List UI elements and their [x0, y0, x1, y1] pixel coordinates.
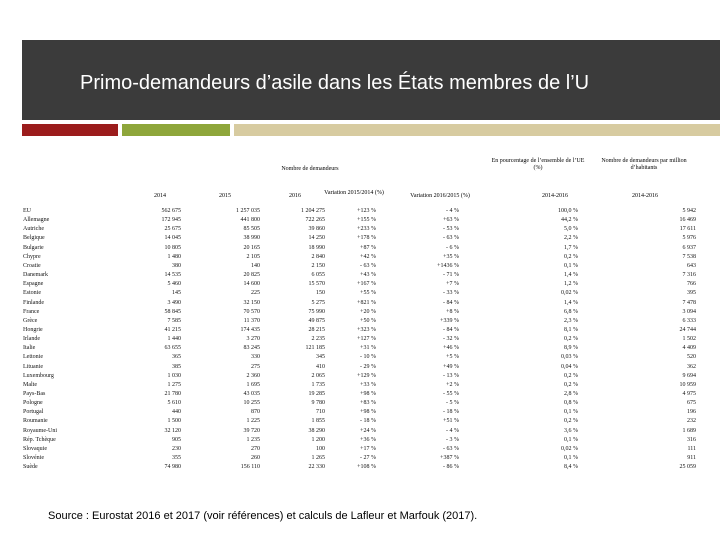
row-cell-y2015: 330	[251, 354, 260, 360]
row-cell-y2016: 150	[316, 290, 325, 296]
row-cell-share: 2,2 %	[564, 235, 578, 241]
row-cell-var1615: +51 %	[443, 418, 459, 424]
row-cell-permillion: 362	[687, 364, 696, 370]
row-country: Royaume-Uni	[23, 428, 57, 434]
row-cell-var1615: +63 %	[443, 217, 459, 223]
row-cell-var1615: - 3 %	[446, 437, 459, 443]
row-cell-y2015: 11 370	[243, 318, 260, 324]
row-cell-var1615: - 63 %	[443, 235, 459, 241]
row-cell-y2015: 39 720	[243, 428, 260, 434]
row-cell-var1514: +42 %	[360, 254, 376, 260]
row-cell-y2016: 710	[316, 409, 325, 415]
row-cell-y2016: 1 200	[311, 437, 325, 443]
row-cell-permillion: 5 942	[682, 208, 696, 214]
header-group-per-million: Nombre de demandeurs par million d’habitants	[601, 158, 687, 171]
row-cell-var1615: - 53 %	[443, 226, 459, 232]
row-cell-share: 8,1 %	[564, 327, 578, 333]
header-var-2015-2014: Variation 2015/2014 (%)	[324, 190, 384, 196]
row-cell-permillion: 16 469	[679, 217, 696, 223]
row-cell-y2014: 1 440	[167, 336, 181, 342]
row-cell-y2015: 83 245	[243, 345, 260, 351]
row-cell-y2015: 2 105	[246, 254, 260, 260]
row-cell-share: 8,9 %	[564, 345, 578, 351]
row-cell-y2015: 260	[251, 455, 260, 461]
row-cell-share: 0,1 %	[564, 263, 578, 269]
row-cell-y2015: 140	[251, 263, 260, 269]
row-cell-permillion: 395	[687, 290, 696, 296]
row-cell-share: 0,1 %	[564, 409, 578, 415]
source-note: Source : Eurostat 2016 et 2017 (voir références) et calculs de Lafleur et Marfouk (2017).	[48, 510, 478, 522]
row-cell-share: 0,8 %	[564, 400, 578, 406]
row-cell-var1514: +98 %	[360, 409, 376, 415]
row-cell-var1615: +1436 %	[437, 263, 459, 269]
row-cell-y2015: 1 235	[246, 437, 260, 443]
row-cell-y2016: 15 570	[308, 281, 325, 287]
row-cell-permillion: 9 694	[682, 373, 696, 379]
row-cell-var1615: +387 %	[440, 455, 459, 461]
row-cell-y2014: 74 980	[164, 464, 181, 470]
row-cell-var1514: +24 %	[360, 428, 376, 434]
row-cell-permillion: 111	[687, 446, 696, 452]
row-cell-y2014: 562 675	[161, 208, 181, 214]
row-cell-var1615: +8 %	[446, 309, 459, 315]
row-cell-y2014: 355	[172, 455, 181, 461]
row-cell-permillion: 6 937	[682, 245, 696, 251]
row-cell-y2016: 18 990	[308, 245, 325, 251]
row-cell-share: 0,2 %	[564, 254, 578, 260]
row-country: Allemagne	[23, 217, 50, 223]
row-cell-permillion: 4 975	[682, 391, 696, 397]
row-cell-y2015: 174 435	[240, 327, 260, 333]
row-cell-share: 44,2 %	[561, 217, 578, 223]
row-cell-y2015: 1 695	[246, 382, 260, 388]
row-cell-var1514: +33 %	[360, 382, 376, 388]
row-cell-y2015: 70 570	[243, 309, 260, 315]
row-cell-permillion: 196	[687, 409, 696, 415]
row-cell-y2014: 5 460	[167, 281, 181, 287]
row-cell-y2015: 1 257 035	[236, 208, 260, 214]
row-cell-var1615: +7 %	[446, 281, 459, 287]
row-cell-y2014: 1 500	[167, 418, 181, 424]
row-cell-var1615: - 32 %	[443, 336, 459, 342]
header-group-applicants: Nombre de demandeurs	[281, 166, 339, 172]
row-cell-var1615: - 63 %	[443, 446, 459, 452]
row-cell-var1615: - 71 %	[443, 272, 459, 278]
row-cell-y2016: 49 875	[308, 318, 325, 324]
row-cell-var1615: - 55 %	[443, 391, 459, 397]
row-cell-y2016: 2 150	[311, 263, 325, 269]
row-cell-permillion: 766	[687, 281, 696, 287]
row-cell-permillion: 675	[687, 400, 696, 406]
row-cell-y2014: 10 805	[164, 245, 181, 251]
row-cell-permillion: 17 611	[679, 226, 696, 232]
row-cell-permillion: 7 316	[682, 272, 696, 278]
row-cell-permillion: 232	[687, 418, 696, 424]
row-cell-share: 0,03 %	[561, 354, 578, 360]
header-2014: 2014	[154, 193, 166, 199]
row-cell-y2016: 75 990	[308, 309, 325, 315]
row-cell-y2014: 230	[172, 446, 181, 452]
row-country: Italie	[23, 345, 36, 351]
row-cell-var1514: - 27 %	[360, 455, 376, 461]
row-country: EU	[23, 208, 31, 214]
row-cell-var1514: +98 %	[360, 391, 376, 397]
row-country: Autriche	[23, 226, 44, 232]
row-cell-y2014: 145	[172, 290, 181, 296]
row-cell-y2014: 5 610	[167, 400, 181, 406]
row-cell-y2015: 441 800	[240, 217, 260, 223]
row-cell-share: 1,4 %	[564, 300, 578, 306]
row-cell-var1514: +50 %	[360, 318, 376, 324]
row-country: Hongrie	[23, 327, 43, 333]
row-cell-share: 0,1 %	[564, 455, 578, 461]
row-cell-y2016: 410	[316, 364, 325, 370]
row-cell-var1615: - 84 %	[443, 327, 459, 333]
row-cell-y2016: 6 055	[311, 272, 325, 278]
row-cell-var1615: - 33 %	[443, 290, 459, 296]
row-cell-share: 0,1 %	[564, 437, 578, 443]
row-cell-var1514: +821 %	[357, 300, 376, 306]
row-cell-y2016: 121 185	[305, 345, 325, 351]
row-country: Finlande	[23, 300, 44, 306]
row-cell-y2016: 2 065	[311, 373, 325, 379]
row-cell-y2014: 380	[172, 263, 181, 269]
row-cell-permillion: 24 744	[679, 327, 696, 333]
row-country: Roumanie	[23, 418, 48, 424]
row-cell-y2016: 19 285	[308, 391, 325, 397]
row-country: Rép. Tchèque	[23, 437, 56, 443]
row-cell-y2016: 5 275	[311, 300, 325, 306]
row-cell-share: 100,0 %	[558, 208, 578, 214]
row-cell-var1615: - 4 %	[446, 428, 459, 434]
row-country: Estonie	[23, 290, 41, 296]
row-cell-var1615: +49 %	[443, 364, 459, 370]
row-country: Belgique	[23, 235, 45, 241]
row-cell-share: 6,8 %	[564, 309, 578, 315]
row-cell-var1514: +31 %	[360, 345, 376, 351]
row-cell-var1514: +167 %	[357, 281, 376, 287]
row-cell-y2015: 270	[251, 446, 260, 452]
row-cell-y2015: 32 150	[243, 300, 260, 306]
row-cell-y2016: 1 204 275	[301, 208, 325, 214]
row-cell-y2015: 20 825	[243, 272, 260, 278]
row-country: Pologne	[23, 400, 43, 406]
row-cell-var1615: - 13 %	[443, 373, 459, 379]
header-var-2016-2015: Variation 2016/2015 (%)	[410, 193, 470, 199]
row-cell-var1514: +233 %	[357, 226, 376, 232]
row-cell-y2016: 14 250	[308, 235, 325, 241]
row-cell-y2014: 1 275	[167, 382, 181, 388]
row-cell-permillion: 520	[687, 354, 696, 360]
row-cell-y2014: 365	[172, 354, 181, 360]
row-cell-permillion: 643	[687, 263, 696, 269]
row-cell-y2014: 21 780	[164, 391, 181, 397]
row-cell-y2015: 85 505	[243, 226, 260, 232]
row-country: Espagne	[23, 281, 44, 287]
row-cell-y2014: 1 480	[167, 254, 181, 260]
row-cell-var1615: +2 %	[446, 382, 459, 388]
header-permillion-period: 2014-2016	[632, 193, 658, 199]
row-cell-share: 5,0 %	[564, 226, 578, 232]
row-cell-share: 0,04 %	[561, 364, 578, 370]
row-cell-var1615: - 18 %	[443, 409, 459, 415]
row-cell-permillion: 25 059	[679, 464, 696, 470]
row-cell-var1514: +129 %	[357, 373, 376, 379]
row-cell-var1514: +123 %	[357, 208, 376, 214]
row-cell-y2014: 3 490	[167, 300, 181, 306]
row-cell-share: 3,6 %	[564, 428, 578, 434]
row-cell-y2015: 14 600	[243, 281, 260, 287]
row-cell-y2016: 1 735	[311, 382, 325, 388]
row-cell-var1514: +323 %	[357, 327, 376, 333]
row-cell-var1514: +127 %	[357, 336, 376, 342]
row-cell-var1514: +17 %	[360, 446, 376, 452]
row-cell-permillion: 3 094	[682, 309, 696, 315]
row-cell-permillion: 5 976	[682, 235, 696, 241]
row-country: Slovénie	[23, 455, 44, 461]
row-cell-var1615: - 86 %	[443, 464, 459, 470]
row-cell-var1514: +178 %	[357, 235, 376, 241]
row-cell-share: 0,02 %	[561, 446, 578, 452]
row-cell-y2016: 22 330	[308, 464, 325, 470]
row-cell-var1514: +36 %	[360, 437, 376, 443]
row-cell-var1514: +87 %	[360, 245, 376, 251]
row-cell-share: 2,8 %	[564, 391, 578, 397]
row-cell-var1615: +5 %	[446, 354, 459, 360]
row-cell-var1615: - 6 %	[446, 245, 459, 251]
row-cell-y2015: 156 110	[240, 464, 260, 470]
row-cell-y2014: 32 120	[164, 428, 181, 434]
row-cell-y2014: 25 675	[164, 226, 181, 232]
row-country: Malte	[23, 382, 37, 388]
row-cell-share: 1,2 %	[564, 281, 578, 287]
row-cell-var1514: +108 %	[357, 464, 376, 470]
row-cell-share: 2,3 %	[564, 318, 578, 324]
row-cell-y2016: 1 855	[311, 418, 325, 424]
header-2015: 2015	[219, 193, 231, 199]
row-cell-share: 8,4 %	[564, 464, 578, 470]
row-cell-share: 0,2 %	[564, 336, 578, 342]
slide-title: Primo-demandeurs d’asile dans les États membres de l’U	[80, 72, 590, 94]
row-cell-var1615: +35 %	[443, 254, 459, 260]
row-cell-y2014: 7 585	[167, 318, 181, 324]
row-cell-y2014: 14 535	[164, 272, 181, 278]
row-cell-y2014: 440	[172, 409, 181, 415]
row-cell-share: 1,4 %	[564, 272, 578, 278]
row-country: Bulgarie	[23, 245, 44, 251]
row-country: Chypre	[23, 254, 41, 260]
row-cell-y2015: 225	[251, 290, 260, 296]
row-cell-y2015: 275	[251, 364, 260, 370]
row-cell-y2014: 385	[172, 364, 181, 370]
row-cell-var1615: - 84 %	[443, 300, 459, 306]
row-cell-permillion: 316	[687, 437, 696, 443]
row-cell-permillion: 1 502	[682, 336, 696, 342]
row-cell-y2014: 63 655	[164, 345, 181, 351]
row-cell-y2015: 870	[251, 409, 260, 415]
row-cell-y2016: 1 265	[311, 455, 325, 461]
row-cell-var1615: +46 %	[443, 345, 459, 351]
row-cell-permillion: 1 689	[682, 428, 696, 434]
row-cell-y2014: 58 845	[164, 309, 181, 315]
header-group-share: En pourcentage de l’ensemble de l’UE (%)	[491, 158, 585, 171]
row-cell-share: 0,2 %	[564, 418, 578, 424]
row-cell-y2015: 1 225	[246, 418, 260, 424]
row-cell-var1514: - 10 %	[360, 354, 376, 360]
row-cell-y2016: 39 860	[308, 226, 325, 232]
row-cell-y2016: 28 215	[308, 327, 325, 333]
row-cell-share: 1,7 %	[564, 245, 578, 251]
row-cell-permillion: 10 959	[679, 382, 696, 388]
header-share-period: 2014-2016	[542, 193, 568, 199]
row-cell-share: 0,2 %	[564, 373, 578, 379]
row-country: Danemark	[23, 272, 48, 278]
row-cell-y2015: 43 035	[243, 391, 260, 397]
row-country: Luxembourg	[23, 373, 54, 379]
row-country: Lettonie	[23, 354, 43, 360]
row-country: Lituanie	[23, 364, 43, 370]
row-country: Suède	[23, 464, 38, 470]
row-cell-var1514: +55 %	[360, 290, 376, 296]
row-cell-permillion: 7 538	[682, 254, 696, 260]
row-cell-y2016: 2 235	[311, 336, 325, 342]
row-cell-var1514: - 29 %	[360, 364, 376, 370]
row-country: Irlande	[23, 336, 40, 342]
row-cell-var1615: +339 %	[440, 318, 459, 324]
row-cell-var1514: +43 %	[360, 272, 376, 278]
row-cell-var1615: - 5 %	[446, 400, 459, 406]
row-cell-y2015: 38 990	[243, 235, 260, 241]
row-cell-y2016: 38 290	[308, 428, 325, 434]
row-cell-y2014: 41 215	[164, 327, 181, 333]
row-cell-y2014: 14 045	[164, 235, 181, 241]
row-cell-y2016: 2 840	[311, 254, 325, 260]
row-country: Pays-Bas	[23, 391, 46, 397]
row-cell-var1514: - 63 %	[360, 263, 376, 269]
row-cell-permillion: 4 409	[682, 345, 696, 351]
header-2016: 2016	[289, 193, 301, 199]
row-cell-var1514: +20 %	[360, 309, 376, 315]
row-country: France	[23, 309, 40, 315]
row-country: Portugal	[23, 409, 44, 415]
row-cell-y2014: 1 030	[167, 373, 181, 379]
row-cell-y2016: 345	[316, 354, 325, 360]
row-country: Croatie	[23, 263, 41, 269]
row-cell-y2015: 3 270	[246, 336, 260, 342]
row-cell-y2016: 722 265	[305, 217, 325, 223]
row-cell-y2016: 100	[316, 446, 325, 452]
row-cell-share: 0,2 %	[564, 382, 578, 388]
row-cell-var1615: - 4 %	[446, 208, 459, 214]
row-cell-y2015: 20 165	[243, 245, 260, 251]
row-cell-y2014: 905	[172, 437, 181, 443]
row-cell-permillion: 7 478	[682, 300, 696, 306]
row-cell-var1514: - 18 %	[360, 418, 376, 424]
row-cell-y2016: 9 780	[311, 400, 325, 406]
row-cell-y2014: 172 945	[161, 217, 181, 223]
row-cell-var1514: +83 %	[360, 400, 376, 406]
row-country: Slovaquie	[23, 446, 47, 452]
row-country: Grèce	[23, 318, 38, 324]
row-cell-y2015: 2 360	[246, 373, 260, 379]
row-cell-share: 0,02 %	[561, 290, 578, 296]
row-cell-permillion: 911	[687, 455, 696, 461]
row-cell-var1514: +155 %	[357, 217, 376, 223]
row-cell-permillion: 6 333	[682, 318, 696, 324]
row-cell-y2015: 10 255	[243, 400, 260, 406]
